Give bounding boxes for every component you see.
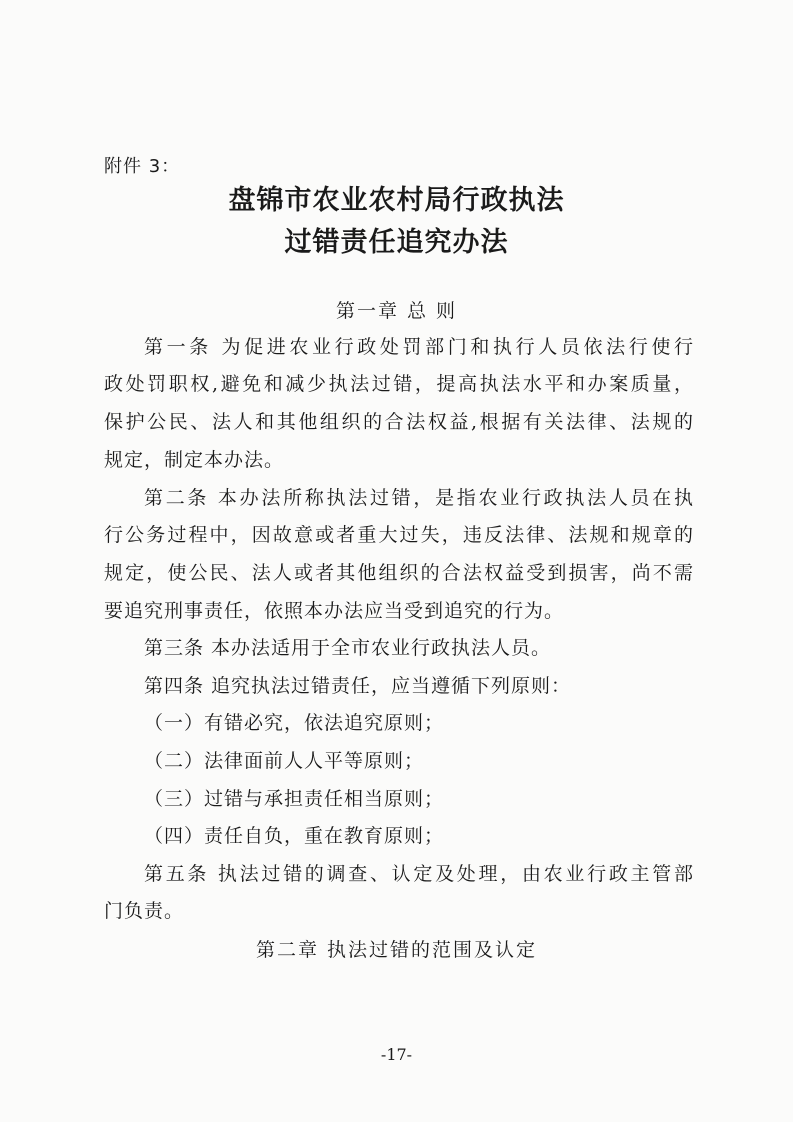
paragraph-line: 第二条 本办法所称执法过错，是指农业行政执法人员在执: [144, 487, 694, 509]
chapter-heading-1: 第一章 总 则: [335, 300, 458, 322]
chapter-heading-2: 第二章 执法过错的范围及认定: [255, 939, 538, 961]
paragraph-line: 第五条 执法过错的调查、认定及处理，由农业行政主管部: [144, 863, 694, 885]
list-item: （四）责任自负，重在教育原则；: [144, 825, 445, 847]
paragraph-line: 规定，使公民、法人或者其他组织的合法权益受到损害，尚不需: [104, 562, 694, 584]
paragraph-line: 第四条 追究执法过错责任，应当遵循下列原则：: [144, 675, 572, 697]
list-item: （三）过错与承担责任相当原则；: [144, 788, 445, 810]
list-item: （一）有错必究，依法追究原则；: [144, 712, 445, 734]
paragraph-line: 规定，制定本办法。: [104, 449, 285, 471]
attachment-label: 附件 3：: [104, 156, 181, 177]
paragraph-line: 政处罚职权,避免和减少执法过错，提高执法水平和办案质量，: [104, 373, 694, 395]
paragraph-line: 第一条 为促进农业行政处罚部门和执行人员依法行使行: [144, 336, 694, 358]
paragraph-line: 要追究刑事责任，依照本办法应当受到追究的行为。: [104, 600, 565, 622]
document-title-line-1: 盘锦市农业农村局行政执法: [228, 185, 565, 216]
paragraph-line: 门负责。: [104, 900, 185, 922]
paragraph-line: 行公务过程中，因故意或者重大过失，违反法律、法规和规章的: [104, 524, 694, 546]
document-title-line-2: 过错责任追究办法: [284, 227, 509, 258]
paragraph-line: 第三条 本办法适用于全市农业行政执法人员。: [144, 637, 552, 659]
list-item: （二）法律面前人人平等原则；: [144, 750, 425, 772]
page-number: -17-: [380, 1045, 413, 1064]
paragraph-line: 保护公民、法人和其他组织的合法权益,根据有关法律、法规的: [104, 411, 694, 433]
